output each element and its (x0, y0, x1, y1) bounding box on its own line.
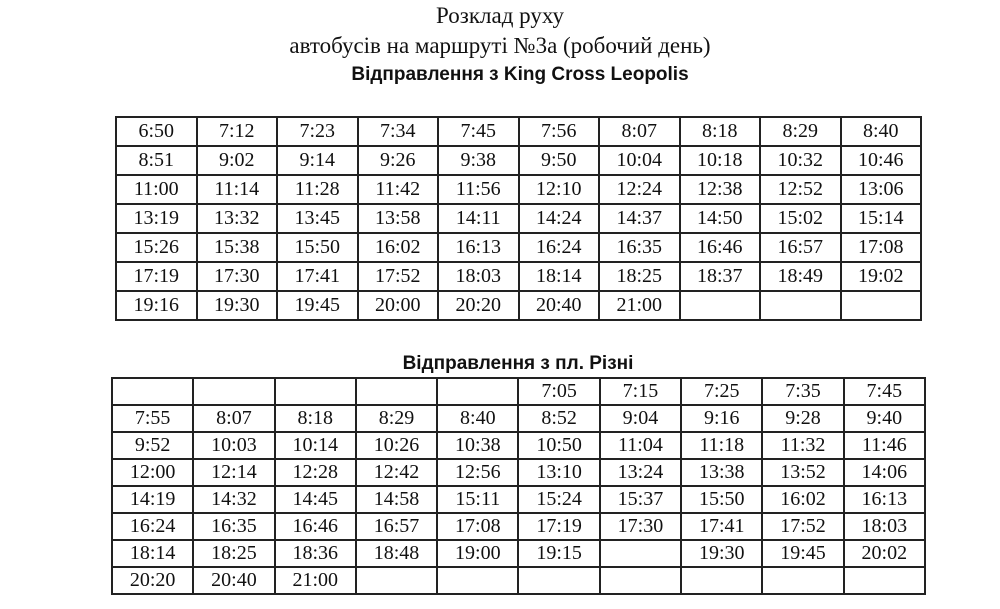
timetable-pl-rizni (111, 377, 926, 595)
departure-time-cell: 16:35 (599, 233, 680, 262)
departure-time-cell: 16:24 (112, 513, 193, 540)
table-row (116, 233, 921, 262)
departure-time-cell: 19:30 (681, 540, 762, 567)
table-row (112, 459, 925, 486)
departure-time-cell: 19:45 (277, 291, 358, 320)
departure-time-cell: 8:40 (841, 117, 922, 146)
table-row (112, 405, 925, 432)
departure-time-cell: 16:02 (358, 233, 439, 262)
departure-time-cell: 8:51 (116, 146, 197, 175)
table-row (116, 262, 921, 291)
departure-time-cell: 14:11 (438, 204, 519, 233)
departure-time-cell: 11:28 (277, 175, 358, 204)
departure-time-cell: 17:30 (197, 262, 278, 291)
departure-time-cell: 17:19 (518, 513, 599, 540)
departure-time-cell: 12:24 (599, 175, 680, 204)
departure-time-cell: 18:36 (275, 540, 356, 567)
departure-time-cell: 11:32 (762, 432, 843, 459)
table-row (112, 567, 925, 594)
departure-time-cell (600, 540, 681, 567)
departure-time-cell: 14:50 (680, 204, 761, 233)
departure-time-cell (356, 567, 437, 594)
departure-time-cell: 21:00 (599, 291, 680, 320)
departure-time-cell: 7:55 (112, 405, 193, 432)
departure-time-cell: 10:14 (275, 432, 356, 459)
table-row (112, 513, 925, 540)
departure-time-cell: 13:32 (197, 204, 278, 233)
departure-time-cell: 18:14 (112, 540, 193, 567)
departure-time-cell: 14:06 (844, 459, 925, 486)
timetable-king-cross (115, 116, 922, 321)
departure-time-cell: 9:50 (519, 146, 600, 175)
table-row (116, 117, 921, 146)
departure-time-cell: 14:19 (112, 486, 193, 513)
table-row (116, 204, 921, 233)
departure-time-cell: 20:00 (358, 291, 439, 320)
departure-time-cell: 17:08 (841, 233, 922, 262)
departure-time-cell: 15:24 (518, 486, 599, 513)
departure-time-cell: 17:52 (358, 262, 439, 291)
departure-time-cell: 9:40 (844, 405, 925, 432)
departure-time-cell: 11:42 (358, 175, 439, 204)
departure-time-cell: 14:45 (275, 486, 356, 513)
departure-time-cell: 16:02 (762, 486, 843, 513)
section-heading-pl-rizni: Відправлення з пл. Різні (402, 353, 634, 374)
departure-time-cell: 11:46 (844, 432, 925, 459)
departure-time-cell: 19:15 (518, 540, 599, 567)
table-row (112, 378, 925, 405)
departure-time-cell: 20:40 (193, 567, 274, 594)
departure-time-cell: 15:11 (437, 486, 518, 513)
departure-time-cell: 17:30 (600, 513, 681, 540)
departure-time-cell: 8:07 (599, 117, 680, 146)
departure-time-cell (356, 378, 437, 405)
departure-time-cell: 20:40 (519, 291, 600, 320)
departure-time-cell: 16:46 (275, 513, 356, 540)
departure-time-cell: 7:12 (197, 117, 278, 146)
departure-time-cell: 6:50 (116, 117, 197, 146)
departure-time-cell (275, 378, 356, 405)
departure-time-cell: 7:45 (844, 378, 925, 405)
departure-time-cell: 18:03 (844, 513, 925, 540)
departure-time-cell: 17:52 (762, 513, 843, 540)
departure-time-cell: 15:37 (600, 486, 681, 513)
departure-time-cell: 10:04 (599, 146, 680, 175)
departure-time-cell: 11:56 (438, 175, 519, 204)
departure-time-cell: 15:38 (197, 233, 278, 262)
departure-time-cell: 7:45 (438, 117, 519, 146)
departure-time-cell: 20:20 (438, 291, 519, 320)
departure-time-cell: 16:57 (356, 513, 437, 540)
section-heading-king-cross: Відправлення з King Cross Leopolis (351, 64, 689, 85)
departure-time-cell: 11:18 (681, 432, 762, 459)
departure-time-cell: 18:25 (193, 540, 274, 567)
departure-time-cell: 18:03 (438, 262, 519, 291)
table-row (116, 175, 921, 204)
departure-time-cell: 10:26 (356, 432, 437, 459)
departure-time-cell: 15:50 (681, 486, 762, 513)
departure-time-cell: 19:16 (116, 291, 197, 320)
table-row (112, 432, 925, 459)
departure-time-cell (681, 567, 762, 594)
departure-time-cell (437, 567, 518, 594)
departure-time-cell: 9:04 (600, 405, 681, 432)
departure-time-cell: 11:00 (116, 175, 197, 204)
departure-time-cell: 13:24 (600, 459, 681, 486)
departure-time-cell: 13:10 (518, 459, 599, 486)
departure-time-cell: 8:18 (275, 405, 356, 432)
departure-time-cell: 12:10 (519, 175, 600, 204)
departure-time-cell: 9:02 (197, 146, 278, 175)
departure-time-cell: 13:45 (277, 204, 358, 233)
departure-time-cell: 15:02 (760, 204, 841, 233)
departure-time-cell: 19:02 (841, 262, 922, 291)
departure-time-cell: 7:05 (518, 378, 599, 405)
departure-time-cell: 18:48 (356, 540, 437, 567)
departure-time-cell: 9:26 (358, 146, 439, 175)
departure-time-cell: 8:52 (518, 405, 599, 432)
table-row (116, 291, 921, 320)
table-row (112, 540, 925, 567)
departure-time-cell: 12:00 (112, 459, 193, 486)
departure-time-cell: 16:35 (193, 513, 274, 540)
departure-time-cell (518, 567, 599, 594)
departure-time-cell: 8:29 (760, 117, 841, 146)
departure-time-cell: 13:58 (358, 204, 439, 233)
departure-time-cell: 16:24 (519, 233, 600, 262)
departure-time-cell (841, 291, 922, 320)
departure-time-cell: 16:13 (844, 486, 925, 513)
departure-time-cell: 11:14 (197, 175, 278, 204)
departure-time-cell: 17:41 (277, 262, 358, 291)
departure-time-cell: 7:15 (600, 378, 681, 405)
schedule-subtitle: автобусів на маршруті №3а (робочий день) (289, 33, 711, 58)
table-row (112, 486, 925, 513)
departure-time-cell: 17:08 (437, 513, 518, 540)
departure-time-cell: 13:38 (681, 459, 762, 486)
departure-time-cell: 10:18 (680, 146, 761, 175)
departure-time-cell: 9:16 (681, 405, 762, 432)
departure-time-cell: 12:28 (275, 459, 356, 486)
departure-time-cell (762, 567, 843, 594)
departure-time-cell: 7:34 (358, 117, 439, 146)
departure-time-cell: 20:02 (844, 540, 925, 567)
departure-time-cell: 21:00 (275, 567, 356, 594)
departure-time-cell: 11:04 (600, 432, 681, 459)
departure-time-cell: 19:45 (762, 540, 843, 567)
departure-time-cell: 13:52 (762, 459, 843, 486)
departure-time-cell: 17:19 (116, 262, 197, 291)
departure-time-cell: 13:06 (841, 175, 922, 204)
departure-time-cell (193, 378, 274, 405)
departure-time-cell (437, 378, 518, 405)
departure-time-cell: 8:29 (356, 405, 437, 432)
departure-time-cell: 8:07 (193, 405, 274, 432)
table-row (116, 146, 921, 175)
departure-time-cell: 18:14 (519, 262, 600, 291)
departure-time-cell: 10:38 (437, 432, 518, 459)
schedule-title: Розклад руху (436, 3, 564, 28)
departure-time-cell: 12:42 (356, 459, 437, 486)
departure-time-cell: 19:30 (197, 291, 278, 320)
departure-time-cell: 9:28 (762, 405, 843, 432)
departure-time-cell (760, 291, 841, 320)
departure-time-cell: 12:56 (437, 459, 518, 486)
departure-time-cell: 18:37 (680, 262, 761, 291)
departure-time-cell: 10:50 (518, 432, 599, 459)
departure-time-cell: 13:19 (116, 204, 197, 233)
departure-time-cell: 14:32 (193, 486, 274, 513)
departure-time-cell: 12:38 (680, 175, 761, 204)
departure-time-cell: 12:52 (760, 175, 841, 204)
departure-time-cell: 14:37 (599, 204, 680, 233)
departure-time-cell: 18:49 (760, 262, 841, 291)
departure-time-cell: 7:23 (277, 117, 358, 146)
departure-time-cell: 7:56 (519, 117, 600, 146)
departure-time-cell (600, 567, 681, 594)
departure-time-cell: 14:58 (356, 486, 437, 513)
departure-time-cell: 20:20 (112, 567, 193, 594)
departure-time-cell: 15:26 (116, 233, 197, 262)
departure-time-cell: 17:41 (681, 513, 762, 540)
departure-time-cell (680, 291, 761, 320)
departure-time-cell: 14:24 (519, 204, 600, 233)
departure-time-cell: 19:00 (437, 540, 518, 567)
departure-time-cell: 10:46 (841, 146, 922, 175)
departure-time-cell: 12:14 (193, 459, 274, 486)
departure-time-cell: 15:50 (277, 233, 358, 262)
departure-time-cell: 9:38 (438, 146, 519, 175)
departure-time-cell: 16:13 (438, 233, 519, 262)
departure-time-cell: 9:52 (112, 432, 193, 459)
departure-time-cell: 9:14 (277, 146, 358, 175)
departure-time-cell: 10:03 (193, 432, 274, 459)
departure-time-cell: 18:25 (599, 262, 680, 291)
departure-time-cell: 8:18 (680, 117, 761, 146)
departure-time-cell: 8:40 (437, 405, 518, 432)
departure-time-cell: 10:32 (760, 146, 841, 175)
departure-time-cell: 16:57 (760, 233, 841, 262)
departure-time-cell: 16:46 (680, 233, 761, 262)
departure-time-cell: 15:14 (841, 204, 922, 233)
departure-time-cell: 7:35 (762, 378, 843, 405)
departure-time-cell: 7:25 (681, 378, 762, 405)
departure-time-cell (844, 567, 925, 594)
departure-time-cell (112, 378, 193, 405)
